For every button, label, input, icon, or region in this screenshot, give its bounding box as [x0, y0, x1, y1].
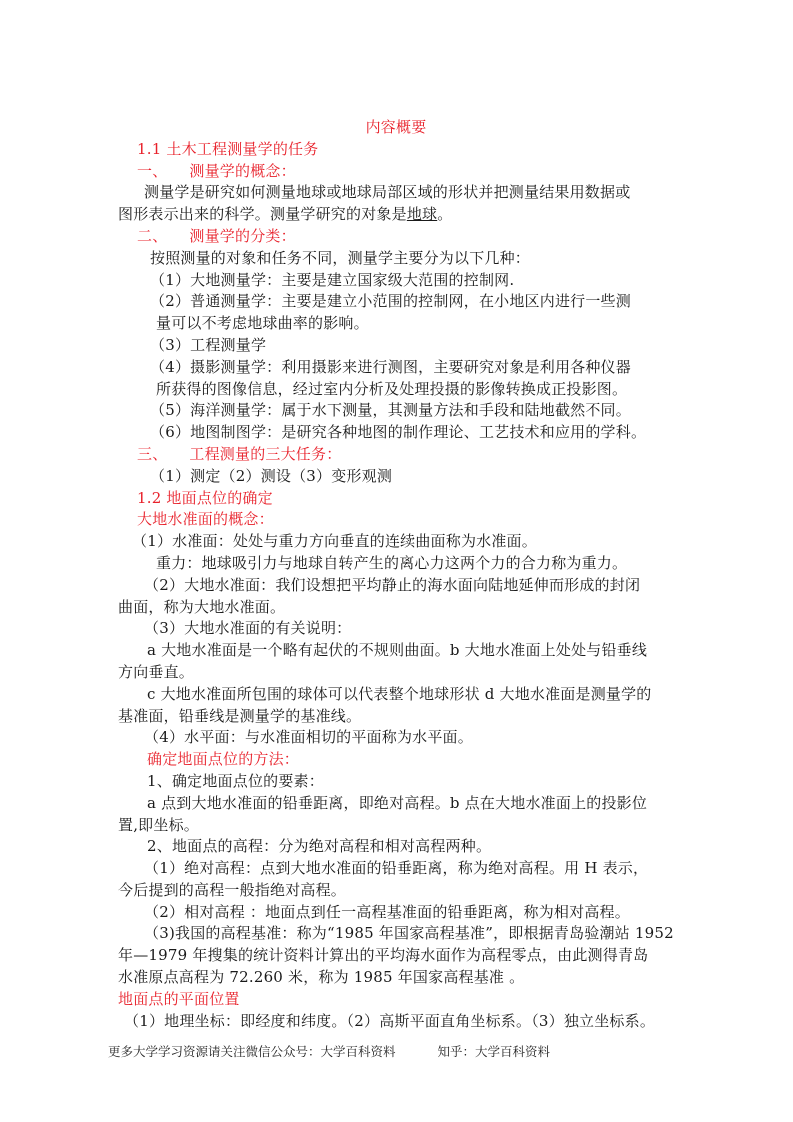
page-title: 内容概要: [365, 118, 427, 136]
footer-zhihu-note: 知乎：大学百科资料: [437, 1044, 551, 1059]
subheading-number: 三、: [137, 444, 168, 463]
section-heading-1-2: 1.2 地面点位的确定: [137, 488, 273, 507]
list-item: （3）工程测量学: [150, 335, 267, 354]
underlined-term: 地球: [406, 205, 438, 224]
section-heading-1-1: 1.1 土木工程测量学的任务: [137, 139, 319, 158]
text-span: 图形表示出来的科学。测量学研究的对象是: [118, 205, 407, 224]
paragraph-line: 曲面，称为大地水准面。: [118, 597, 286, 616]
subheading-methods: 确定地面点位的方法：: [147, 750, 300, 769]
paragraph-line: （4）水平面：与水准面相切的平面称为水平面。: [144, 728, 473, 747]
paragraph-line: 按照测量的对象和任务不同，测量学主要分为以下几种：: [150, 248, 531, 267]
paragraph-line: （3）大地水准面的有关说明：: [144, 619, 352, 638]
document-body: [118, 117, 674, 1032]
subheading-three-tasks: [118, 444, 674, 466]
text-span: 。: [437, 205, 453, 224]
paragraph-line: （1）测定（2）测设（3）变形观测: [150, 466, 393, 485]
subheading-number: 一、: [137, 161, 168, 180]
subheading-text: 工程测量的三大任务：: [189, 444, 342, 463]
paragraph-line: 年—1979 年搜集的统计资料计算出的平均海水面作为高程零点，由此测得青岛: [118, 946, 649, 965]
subheading-text: 测量学的分类：: [189, 226, 296, 245]
list-item: （5）海洋测量学：属于水下测量，其测量方法和手段和陆地截然不同。: [150, 401, 631, 420]
list-item: （1）大地测量学：主要是建立国家级大范围的控制网.: [150, 270, 515, 289]
list-item-continuation: 所获得的图像信息，经过室内分析及处理投摄的影像转换成正投影图。: [156, 379, 628, 398]
list-item: （4）摄影测量学：利用摄影来进行测图，主要研究对象是利用各种仪器: [150, 357, 631, 376]
paragraph-line: 方向垂直。: [118, 662, 195, 681]
subheading-classification: [118, 226, 674, 248]
list-item-continuation: 量可以不考虑地球曲率的影响。: [156, 314, 369, 333]
paragraph-line: （3)我国的高程基准：称为“1985 年国家高程基准”，即根据青岛验潮站 1952: [144, 924, 674, 943]
subheading-number: 二、: [137, 226, 168, 245]
list-item: （6）地图制图学：是研究各种地图的制作理论、工艺技术和应用的学科。: [150, 423, 647, 442]
subheading-plane-position: 地面点的平面位置: [118, 989, 240, 1008]
paragraph-line: 基准面，铅垂线是测量学的基准线。: [118, 706, 362, 725]
subheading-text: 测量学的概念：: [189, 161, 296, 180]
subheading-concept: [118, 161, 674, 183]
paragraph-line: 水准原点高程为 72.260 米，称为 1985 年国家高程基准 。: [118, 968, 525, 987]
paragraph-line: 重力：地球吸引力与地球自转产生的离心力这两个力的合力称为重力。: [156, 553, 628, 572]
paragraph-line: （1）绝对高程：点到大地水准面的铅垂距离，称为绝对高程。用 H 表示，: [144, 859, 649, 878]
paragraph-line: 测量学是研究如何测量地球或地球局部区域的形状并把测量结果用数据或: [144, 183, 631, 202]
paragraph-line: 1、确定地面点位的要素：: [147, 771, 324, 790]
paragraph-line: （2）大地水准面：我们设想把平均静止的海水面向陆地延伸而形成的封闭: [144, 575, 641, 594]
list-item: （2）普通测量学：主要是建立小范围的控制网，在小地区内进行一些测: [150, 292, 631, 311]
paragraph-line: （1）地理坐标：即经度和纬度。（2）高斯平面直角坐标系。（3）独立坐标系。: [124, 1011, 656, 1030]
paragraph-line: c 大地水准面所包围的球体可以代表整个地球形状 d 大地水准面是测量学的: [147, 684, 652, 703]
subheading-geoid: 大地水准面的概念：: [137, 510, 274, 529]
paragraph-line: [118, 204, 674, 226]
paragraph-line: a 点到大地水准面的铅垂距离，即绝对高程。b 点在大地水准面上的投影位: [147, 793, 648, 812]
paragraph-line: a 大地水准面是一个略有起伏的不规则曲面。b 大地水准面上处处与铅垂线: [147, 641, 648, 660]
paragraph-line: 置,即坐标。: [118, 815, 199, 834]
page-footer: [108, 1044, 550, 1060]
footer-wechat-note: 更多大学学习资源请关注微信公众号：大学百科资料: [108, 1044, 396, 1059]
paragraph-line: （1）水准面：处处与重力方向垂直的连续曲面称为水准面。: [132, 532, 537, 551]
paragraph-line: 2、地面点的高程：分为绝对高程和相对高程两种。: [147, 837, 492, 856]
paragraph-line: （2）相对高程 ：地面点到任一高程基准面的铅垂距离，称为相对高程。: [144, 902, 630, 921]
paragraph-line: 今后提到的高程一般指绝对高程。: [118, 880, 347, 899]
